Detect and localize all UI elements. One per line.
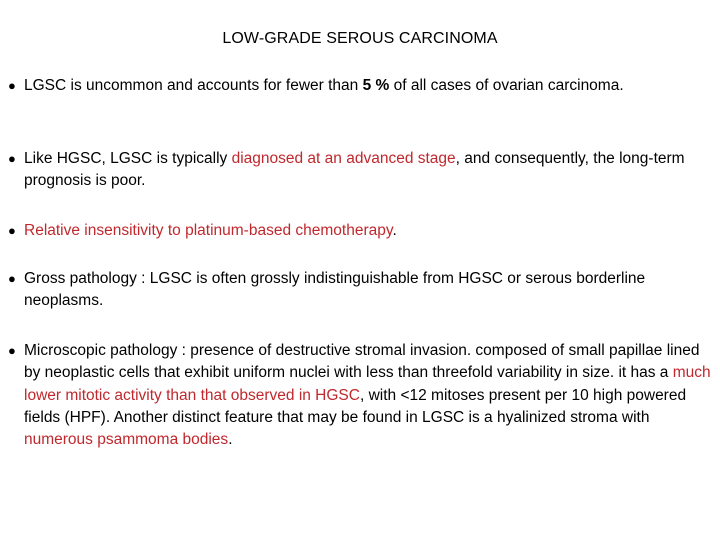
bullet-item [8,268,716,313]
bullet-dot-icon: ● [8,151,16,166]
bullet-text-highlight: numerous psammoma bodies [24,431,229,449]
bullet-text: of all cases of ovarian carcinoma. [389,77,624,94]
bullet-text: LGSC is uncommon and accounts for fewer than [24,77,363,94]
bullet-text-bold: 5 % [362,77,390,94]
bullet-item [8,75,716,97]
bullet-text: , and consequently, the long-term prognosis is poor. [24,150,685,190]
bullet-text: Gross pathology : LGSC is often grossly indistinguishable from HGSC or serous borderline neoplasms. [24,270,646,310]
bullet-dot-icon: ● [8,271,16,286]
bullet-text: , with <12 mitoses present per 10 high powered fields (HPF). Another distinct feature that may be found in LGSC is a hyalinized stroma with [24,386,687,426]
bullet-item [8,340,716,451]
bullet-dot-icon: ● [8,343,16,358]
bullet-dot-icon: ● [8,78,16,93]
bullet-text-highlight: much lower mitotic activity than that observed in HGSC [24,364,711,404]
bullet-text: . [228,431,233,449]
bullet-text-highlight: diagnosed at an advanced stage [231,150,456,167]
slide-title: LOW-GRADE SEROUS CARCINOMA [222,30,498,47]
bullet-text-highlight: Relative insensitivity to platinum-based chemotherapy [24,222,393,239]
bullet-text: . [392,222,397,239]
bullet-text: Like HGSC, LGSC is typically [24,150,232,167]
bullet-text: Microscopic pathology : presence of destructive stromal invasion. composed of small papillae lined by neoplastic cells that exhibit uniform nuclei with less than threefold variability in size. it has a [24,342,700,382]
bullet-item [8,148,716,193]
bullet-dot-icon: ● [8,223,16,238]
bullet-item [8,220,716,242]
